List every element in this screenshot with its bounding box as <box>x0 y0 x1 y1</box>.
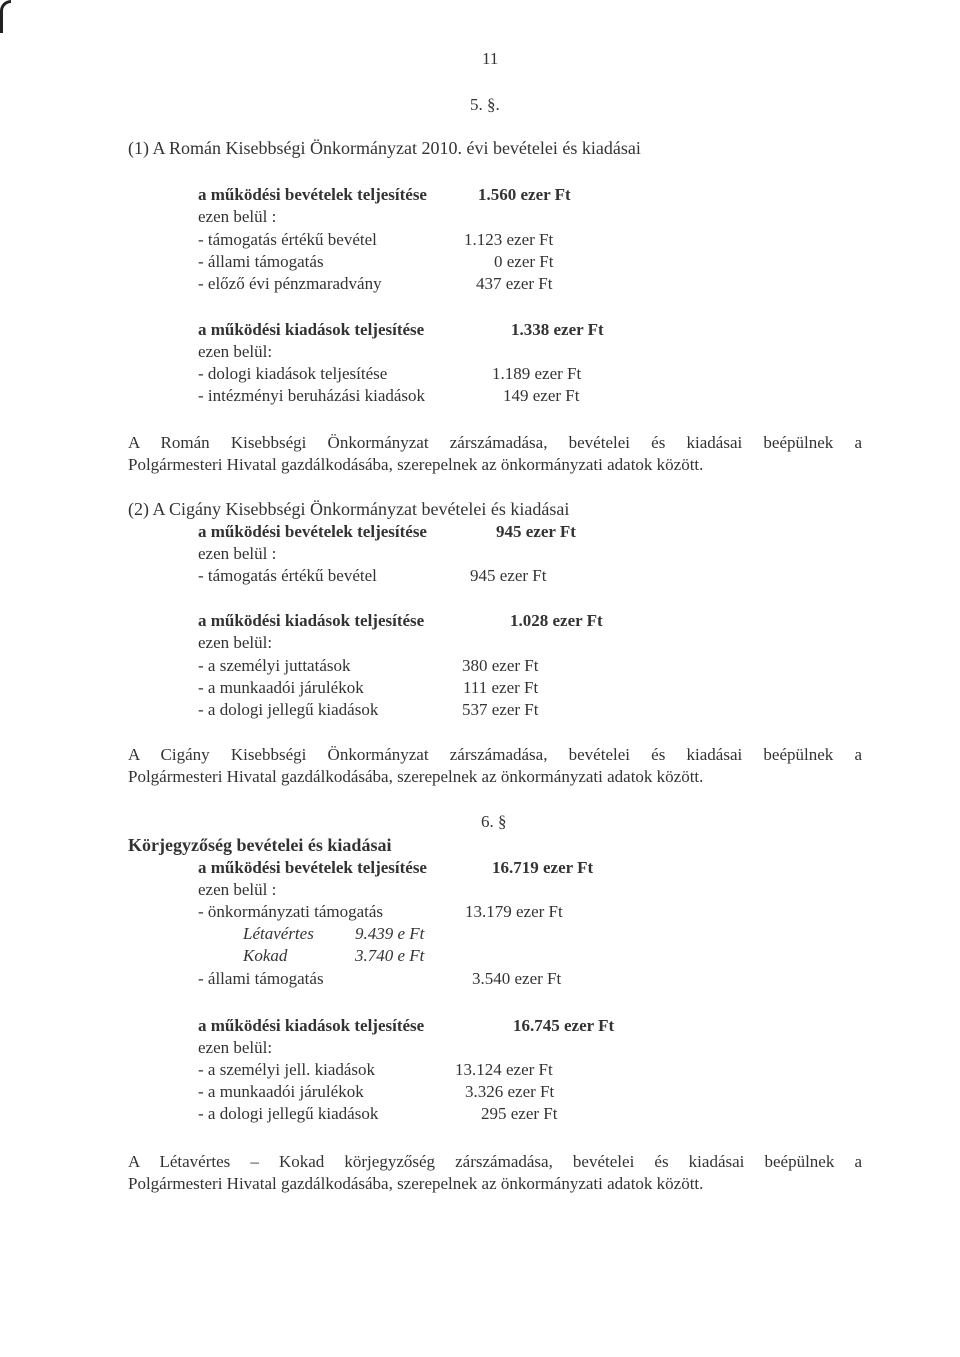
roman-expense-item-value: 1.189 ezer Ft <box>492 364 582 383</box>
korj-income-item-label: - önkormányzati támogatás <box>198 902 384 921</box>
korj-income-ezen: ezen belül : <box>198 880 277 899</box>
cigany-income-label: a működési bevételek teljesítése <box>198 522 427 541</box>
korj-income-item-value: 13.179 ezer Ft <box>465 902 563 921</box>
roman-income-item-value: 1.123 ezer Ft <box>464 230 554 249</box>
cigany-expense-item-value: 111 ezer Ft <box>463 678 539 697</box>
cigany-paragraph <box>128 744 862 788</box>
roman-expense-item-label: - intézményi beruházási kiadások <box>198 386 426 405</box>
roman-income-item-value: 0 ezer Ft <box>494 252 554 271</box>
korj-expense-item-value: 3.326 ezer Ft <box>465 1082 555 1101</box>
cigany-income-item-value: 945 ezer Ft <box>470 566 547 585</box>
cigany-expense-item-value: 537 ezer Ft <box>462 700 539 719</box>
korj-expense-label: a működési kiadások teljesítése <box>198 1016 425 1035</box>
roman-income-value: 1.560 ezer Ft <box>478 185 571 204</box>
korj-income-label: a működési bevételek teljesítése <box>198 858 427 877</box>
cigany-expense-label: a működési kiadások teljesítése <box>198 611 425 630</box>
paragraph-line: Polgármesteri Hivatal gazdálkodásába, szerepelnek az önkormányzati adatok között. <box>128 1174 704 1193</box>
roman-expense-item-value: 149 ezer Ft <box>503 386 580 405</box>
roman-expense-value: 1.338 ezer Ft <box>511 320 604 339</box>
cigany-expense-item-label: - a munkaadói járulékok <box>198 678 364 697</box>
roman-expense-item-label: - dologi kiadások teljesítése <box>198 364 388 383</box>
roman-income-ezen: ezen belül : <box>198 207 277 226</box>
roman-expense-label: a működési kiadások teljesítése <box>198 320 425 339</box>
korj-sub-item-label: Kokad <box>243 946 288 965</box>
korj-paragraph <box>128 1151 862 1195</box>
korj-income-item-value: 3.540 ezer Ft <box>472 969 562 988</box>
section-5-marker: 5. §. <box>470 95 500 114</box>
cigany-income-value: 945 ezer Ft <box>496 522 576 541</box>
korj-expense-item-label: - a dologi jellegű kiadások <box>198 1104 379 1123</box>
roman-income-label: a működési bevételek teljesítése <box>198 185 427 204</box>
section-6-marker: 6. § <box>481 812 507 831</box>
cigany-expense-value: 1.028 ezer Ft <box>510 611 603 630</box>
cigany-heading: (2) A Cigány Kisebbségi Önkormányzat bevételei és kiadásai <box>128 499 570 519</box>
cigany-expense-ezen: ezen belül: <box>198 633 273 652</box>
roman-expense-ezen: ezen belül: <box>198 342 273 361</box>
cigany-income-ezen: ezen belül : <box>198 544 277 563</box>
cigany-income-item-label: - támogatás értékű bevétel <box>198 566 377 585</box>
paragraph-line: Polgármesteri Hivatal gazdálkodásába, szerepelnek az önkormányzati adatok között. <box>128 767 704 786</box>
korj-expense-value: 16.745 ezer Ft <box>513 1016 615 1035</box>
korj-expense-item-label: - a munkaadói járulékok <box>198 1082 364 1101</box>
paragraph-line: Polgármesteri Hivatal gazdálkodásába, szerepelnek az önkormányzati adatok között. <box>128 455 704 474</box>
page-number: 11 <box>482 49 499 68</box>
paragraph-line: A Cigány Kisebbségi Önkormányzat zárszámadása, bevételei és kiadásai beépülnek a <box>128 745 862 764</box>
roman-income-item-value: 437 ezer Ft <box>476 274 553 293</box>
korj-income-item-label: - állami támogatás <box>198 969 324 988</box>
cigany-expense-item-label: - a személyi juttatások <box>198 656 351 675</box>
korj-sub-item-label: Létavértes <box>243 924 314 943</box>
paragraph-line: A Létavértes – Kokad körjegyzőség zárszámadása, bevételei és kiadásai beépülnek a <box>128 1152 862 1171</box>
korj-expense-item-value: 295 ezer Ft <box>481 1104 558 1123</box>
cigany-expense-item-value: 380 ezer Ft <box>462 656 539 675</box>
roman-income-item-label: - állami támogatás <box>198 252 324 271</box>
roman-income-item-label: - támogatás értékű bevétel <box>198 230 377 249</box>
korj-income-value: 16.719 ezer Ft <box>492 858 594 877</box>
cigany-expense-item-label: - a dologi jellegű kiadások <box>198 700 379 719</box>
paragraph-line: A Román Kisebbségi Önkormányzat zárszámadása, bevételei és kiadásai beépülnek a <box>128 433 862 452</box>
roman-paragraph <box>128 432 862 476</box>
korj-expense-item-label: - a személyi jell. kiadások <box>198 1060 376 1079</box>
scan-corner-mark <box>0 0 11 33</box>
korj-expense-ezen: ezen belül: <box>198 1038 273 1057</box>
korj-sub-item-value: 3.740 e Ft <box>355 946 425 965</box>
korj-heading: Körjegyzőség bevételei és kiadásai <box>128 835 392 855</box>
roman-income-item-label: - előző évi pénzmaradvány <box>198 274 382 293</box>
roman-heading: (1) A Román Kisebbségi Önkormányzat 2010. évi bevételei és kiadásai <box>128 138 641 158</box>
korj-expense-item-value: 13.124 ezer Ft <box>455 1060 553 1079</box>
korj-sub-item-value: 9.439 e Ft <box>355 924 425 943</box>
